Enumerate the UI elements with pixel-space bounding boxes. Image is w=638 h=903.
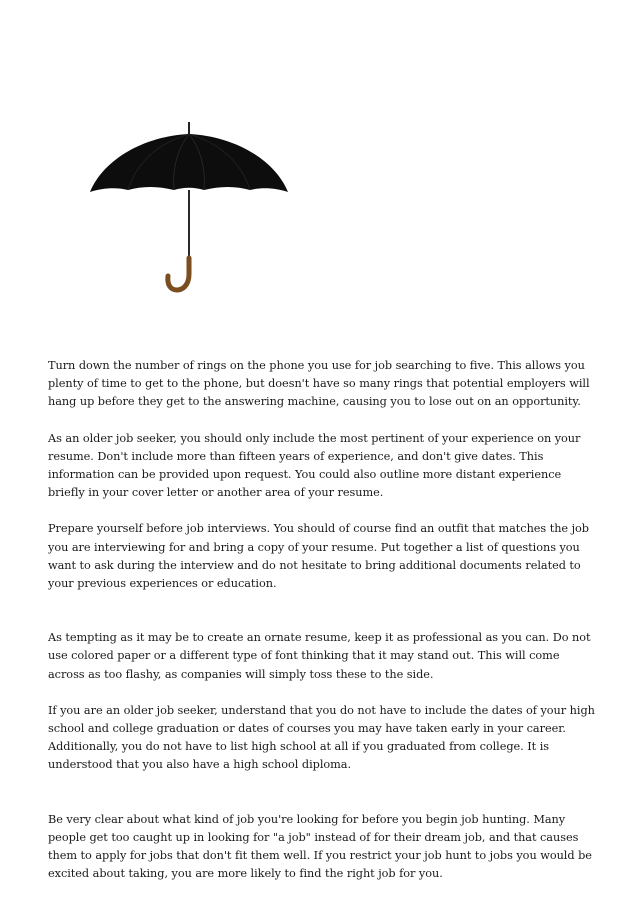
paragraph-spacer: [48, 502, 598, 520]
paragraph-spacer: [48, 593, 598, 629]
paragraph-spacer: [48, 412, 598, 430]
paragraph-spacer: [48, 775, 598, 811]
paragraph: Prepare yourself before job interviews. You should of course find an outfit that matches the job you are interviewing for and bring a copy of your resume. Put together a list of questions you want to ask during the interview and do not hesitate to bring additional documents related to your previous experiences or education.: [48, 522, 589, 591]
umbrella-icon: [86, 118, 292, 296]
paragraph: Turn down the number of rings on the phone you use for job searching to five. This allows you plenty of time to get to the phone, but doesn't have so many rings that potential employers will hang up before they get to the answering machine, causing you to lose out on an opportunity.: [48, 359, 590, 409]
paragraph-spacer: [48, 684, 598, 702]
paragraph: If you are an older job seeker, understand that you do not have to include the dates of your high school and college graduation or dates of courses you may have taken early in your career. Additionally, you do not have to list high school at all if you graduated from college. It is understood that you also have a high school diploma.: [48, 703, 595, 772]
paragraph: Be very clear about what kind of job you're looking for before you begin job hunting. Many people get too caught up in looking for "a job" instead of for their dream job, and that causes them to apply for jobs that don't fit them well. If you restrict your job hunt to jobs you would be excited about taking, you are more likely to find the right job for you.: [48, 812, 592, 881]
paragraph: As an older job seeker, you should only include the most pertinent of your experience on your resume. Don't include more than fifteen years of experience, and don't give dates. This information can be provided upon request. You could also outline more distant experience briefly in your cover letter or another area of your resume.: [48, 431, 581, 500]
article-body: [48, 357, 598, 883]
paragraph: As tempting as it may be to create an ornate resume, keep it as professional as you can. Do not use colored paper or a different type of font thinking that it may stand out. This will come across as too flashy, as companies will simply toss these to the side.: [48, 631, 591, 681]
